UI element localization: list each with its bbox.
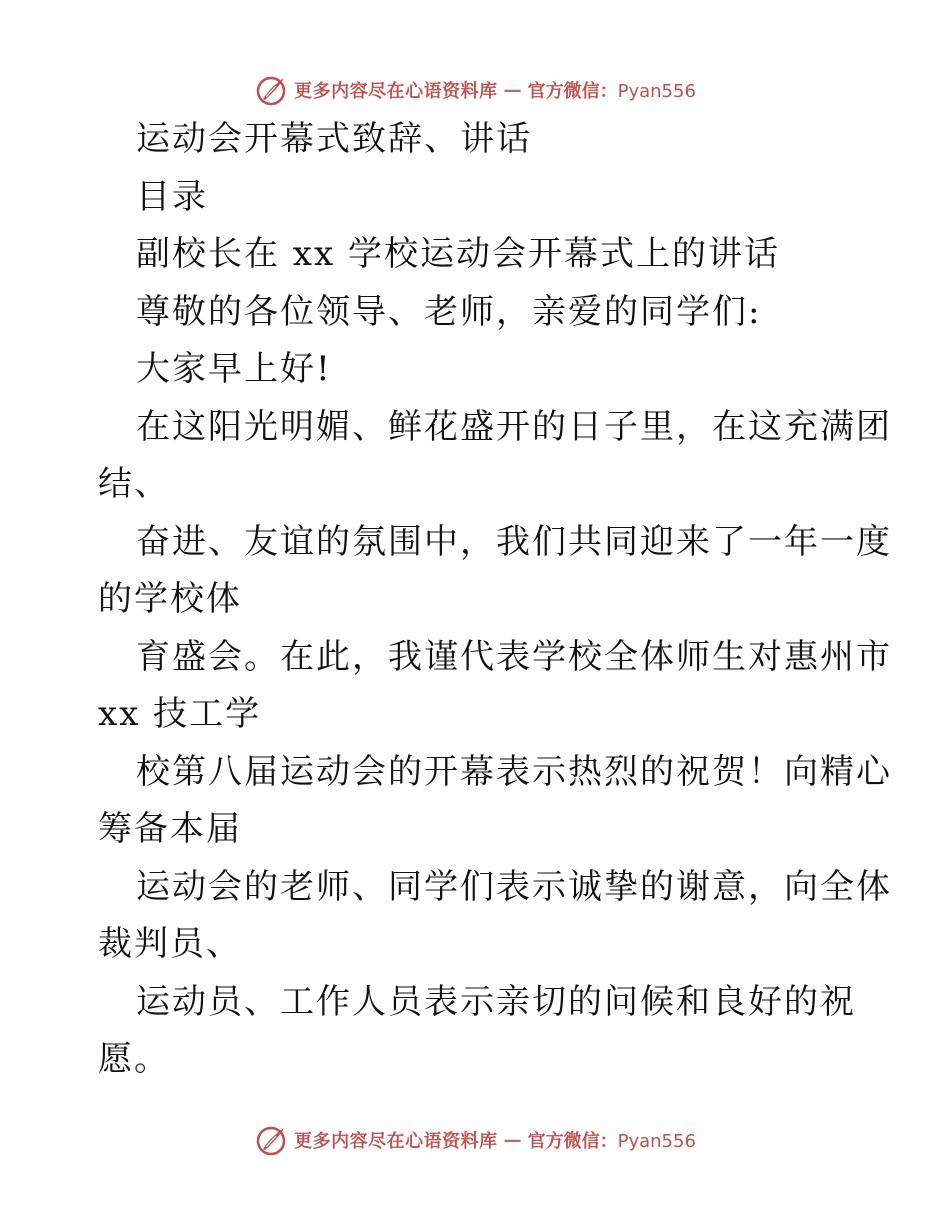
- quill-logo-icon: [254, 1123, 288, 1157]
- banner-separator: —: [503, 79, 522, 101]
- wechat-label: 官方微信：: [527, 1131, 618, 1152]
- paragraph-line: 运动员、工作人员表示亲切的问候和良好的祝: [136, 981, 856, 1022]
- toc-heading: 目录: [136, 176, 208, 217]
- paragraph-line: 裁判员、: [98, 924, 242, 964]
- paragraph-line: 奋进、友谊的氛围中，我们共同迎来了一年一度: [136, 521, 892, 562]
- paragraph-line: 育盛会。在此，我谨代表学校全体师生对惠州市: [136, 636, 892, 677]
- speech-title: 副校长在 xx 学校运动会开幕式上的讲话: [136, 234, 780, 274]
- banner-wechat: [528, 77, 696, 103]
- footer-banner-content: [254, 1123, 696, 1157]
- wechat-label: 官方微信：: [527, 81, 618, 102]
- paragraph-line: 筹备本届: [98, 809, 242, 849]
- document-body: [98, 118, 892, 1096]
- banner-text: 更多内容尽在心语资料库: [294, 1131, 498, 1152]
- header-banner-content: [254, 73, 696, 107]
- paragraph-line: 的学校体: [98, 579, 242, 619]
- paragraph-line: xx 技工学: [98, 694, 262, 734]
- banner-wechat: [528, 1127, 696, 1153]
- wechat-id: Pyan556: [617, 1131, 696, 1152]
- paragraph-line: 结、: [98, 464, 170, 504]
- greeting: 大家早上好!: [136, 349, 332, 389]
- salutation: 尊敬的各位领导、老师，亲爱的同学们:: [136, 291, 762, 332]
- header-banner: [0, 70, 950, 110]
- paragraph-line: 愿。: [98, 1039, 170, 1079]
- paragraph-line: 运动会的老师、同学们表示诚挚的谢意，向全体: [136, 866, 892, 907]
- banner-text: 更多内容尽在心语资料库: [294, 81, 498, 102]
- doc-title: 运动会开幕式致辞、讲话: [136, 119, 532, 159]
- wechat-id: Pyan556: [617, 81, 696, 102]
- quill-logo-icon: [254, 73, 288, 107]
- footer-banner: [0, 1120, 950, 1160]
- paragraph-line: 在这阳光明媚、鲜花盛开的日子里，在这充满团: [136, 406, 892, 447]
- paragraph-line: 校第八届运动会的开幕表示热烈的祝贺！向精心: [136, 751, 892, 792]
- banner-separator: —: [503, 1129, 522, 1151]
